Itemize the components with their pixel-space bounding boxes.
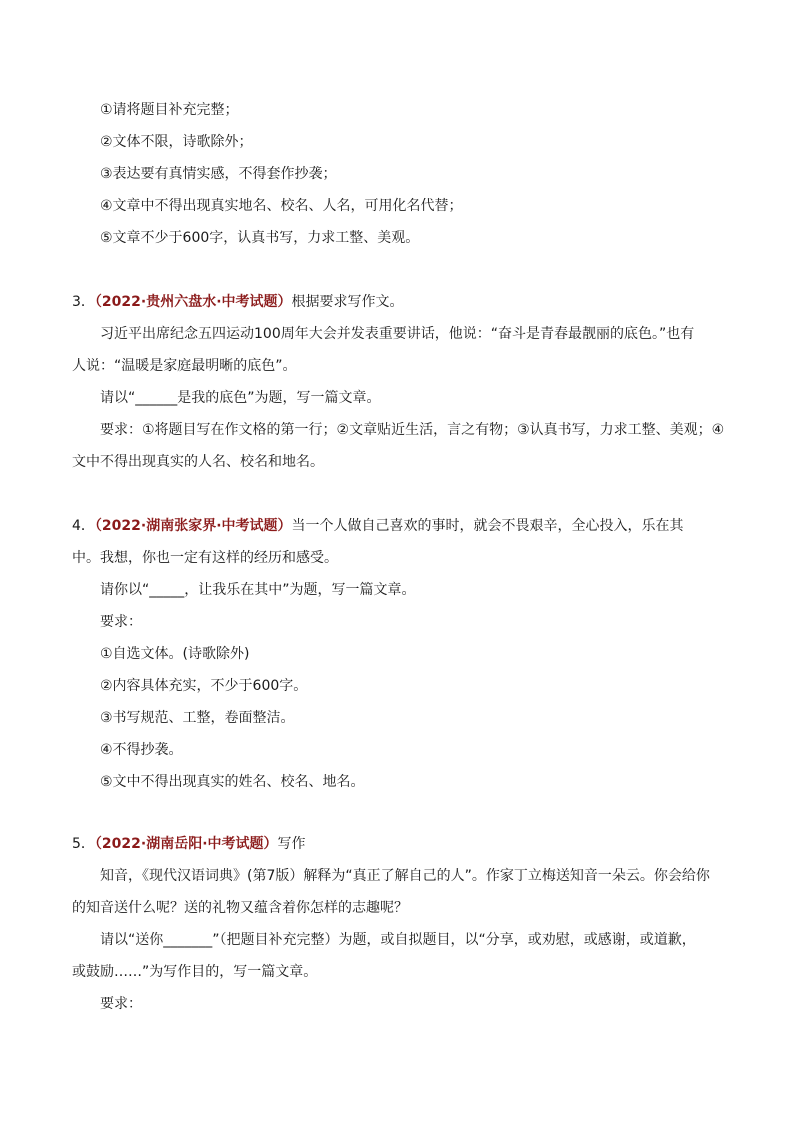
question-4-title: 当一个人做自己喜欢的事时，就会不畏艰辛，全心投入，乐在其 [291,518,684,534]
question-3-prompt: 请以“______是我的底色”为题，写一篇文章。 [100,390,381,406]
question-4-heading-cont: 中。我想，你也一定有这样的经历和感受。 [72,550,338,566]
question-5-paragraph-1-cont: 的知音送什么呢？送的礼物又蕴含着你怎样的志趣呢？ [72,900,408,916]
question-4-requirement-5: ⑤文中不得出现真实的姓名、校名、地名。 [100,774,365,790]
question-5-number: 5． [72,836,95,852]
question-3-paragraph-1: 习近平出席纪念五四运动100周年大会并发表重要讲话，他说：“奋斗是青春最靓丽的底色。”也有 [100,326,695,342]
requirement-line-2: ②文体不限，诗歌除外； [100,134,253,150]
question-4-requirement-1: ①自选文体。(诗歌除外) [100,646,250,662]
question-4-requirement-2: ②内容具体充实，不少于600字。 [100,678,308,694]
question-3-title: 根据要求写作文。 [291,294,404,310]
question-5-paragraph-1: 知音，《现代汉语词典》(第7版）解释为“真正了解自己的人”。作家丁立梅送知音一朵云。你会给你 [100,868,710,884]
question-4-requirement-3: ③书写规范、工整，卷面整洁。 [100,710,295,726]
question-4-heading [72,516,732,536]
question-5-prompt: 请以“送你_______”（把题目补充完整）为题，或自拟题目，以“分享，或劝慰，或感谢，或道歉， [100,932,696,948]
question-5-source: （2022·湖南岳阳·中考试题） [94,836,278,852]
question-5-heading [72,834,732,854]
requirement-line-1: ①请将题目补充完整； [100,102,239,118]
question-4-requirements-label: 要求： [100,614,142,630]
question-4-prompt: 请你以“_____，让我乐在其中”为题，写一篇文章。 [100,582,416,598]
question-4-source: （2022·湖南张家界·中考试题） [94,518,292,534]
question-3-source: （2022·贵州六盘水·中考试题） [94,294,292,310]
question-3-number: 3． [72,294,95,310]
requirement-line-3: ③表达要有真情实感，不得套作抄袭； [100,166,337,182]
question-5-requirements-label: 要求： [100,996,142,1012]
question-3-paragraph-1-cont: 人说：“温暖是家庭最明晰的底色”。 [72,358,297,374]
question-3-heading [72,292,732,312]
question-3-requirements-cont: 文中不得出现真实的人名、校名和地名。 [72,454,324,470]
question-5-title: 写作 [277,836,306,852]
question-4-requirement-4: ④不得抄袭。 [100,742,183,758]
question-5-prompt-cont: 或鼓励……”为写作目的，写一篇文章。 [72,964,318,980]
question-3-requirements: 要求：①将题目写在作文格的第一行；②文章贴近生活，言之有物；③认真书写，力求工整、美观；④ [100,422,725,438]
question-4-number: 4． [72,518,95,534]
requirement-line-5: ⑤文章不少于600字，认真书写，力求工整、美观。 [100,230,420,246]
requirement-line-4: ④文章中不得出现真实地名、校名、人名，可用化名代替； [100,198,463,214]
